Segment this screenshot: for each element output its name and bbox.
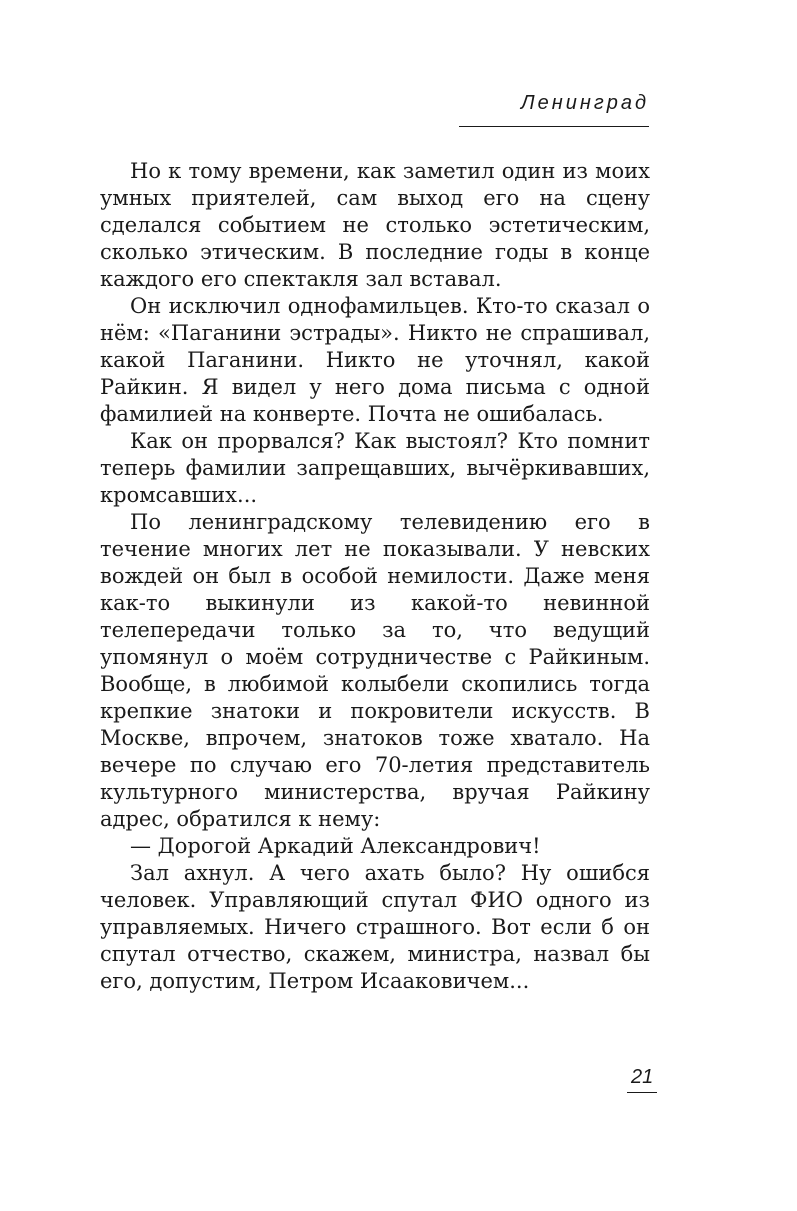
paragraph: Но к тому времени, как заметил один из моих умных приятелей, сам выход его на сцену сделался событием не столько эстетическим, сколько этическим. В последние годы в конце каждого его спектакля зал вставал. [100,159,650,291]
paragraph: Как он прорвался? Как выстоял? Кто помнит теперь фамилии запрещавших, вычёркивавших, кромсавших... [100,429,650,507]
paragraph: — Дорогой Аркадий Александрович! [130,834,541,858]
paragraph: По ленинградскому телевидению его в течение многих лет не показывали. У невских вождей он был в особой немилости. Даже меня как-то выкинули из какой-то невинной телепередачи только за то, что ведущий упомянул о моём сотрудничестве с Райкиным. Вообще, в любимой колыбели скопились тогда крепкие знатоки и покровители искусств. В Москве, впрочем, знатоков тоже хватало. На вечере по случаю его 70-летия представитель культурного министерства, вручая Райкину адрес, обратился к нему: [100,510,650,831]
page-number-rule [627,1092,657,1093]
paragraph: Зал ахнул. А чего ахать было? Ну ошибся человек. Управляющий спутал ФИО одного из управляемых. Ничего страшного. Вот если б он спутал отчество, скажем, министра, назвал бы его, допустим, Петром Исааковичем... [100,861,650,993]
body-text [100,158,650,995]
running-head: Ленинград [520,92,649,114]
paragraph: Он исключил однофамильцев. Кто-то сказал о нём: «Паганини эстрады». Никто не спрашивал, какой Паганини. Никто не уточнял, какой Райкин. Я видел у него дома письма с одной фамилией на конверте. Почта не ошибалась. [100,294,650,426]
running-head-rule [459,126,649,127]
page-number: 21 [631,1066,654,1088]
